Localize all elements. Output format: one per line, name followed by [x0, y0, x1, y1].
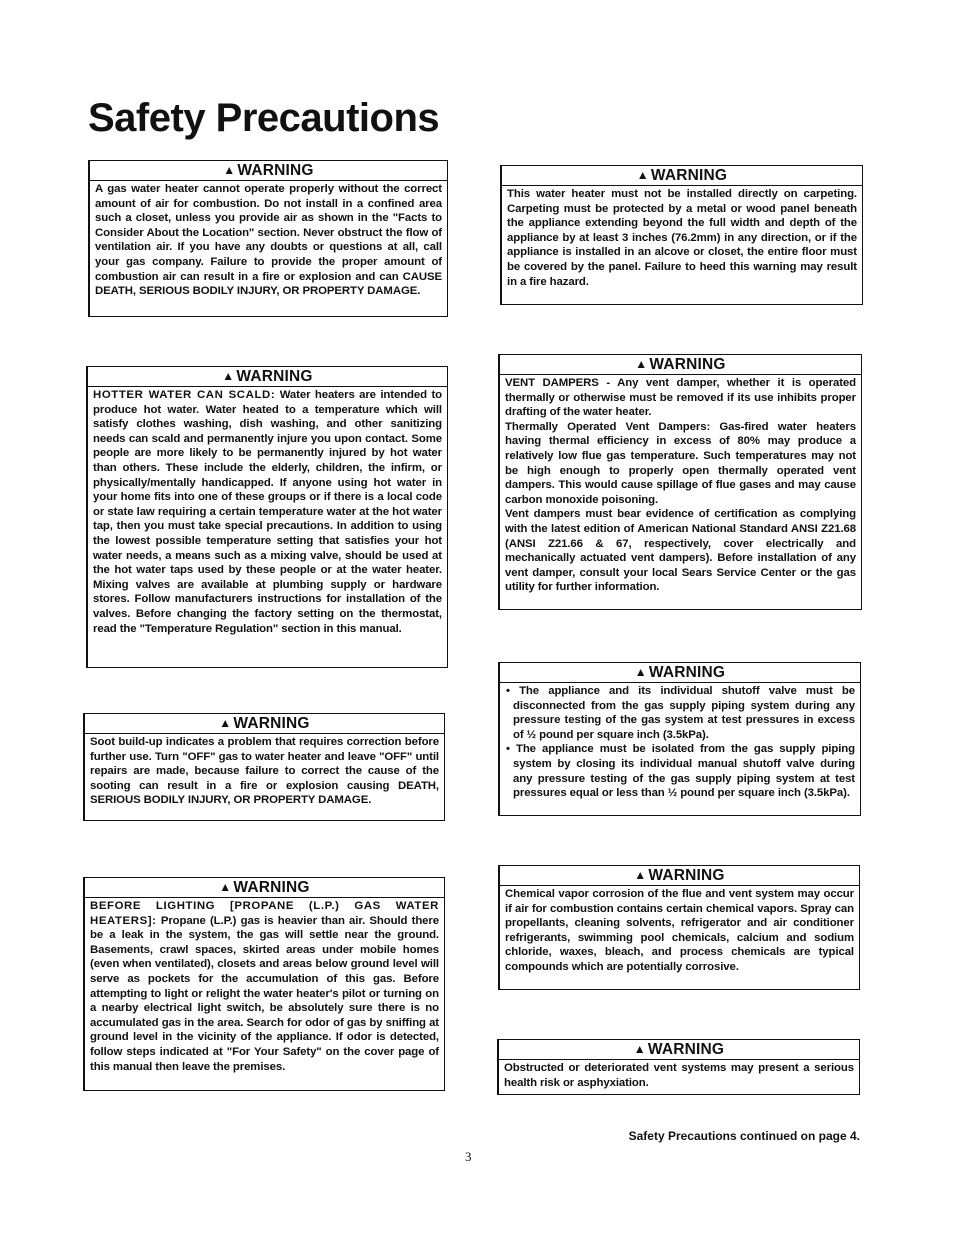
warning-list	[505, 684, 855, 801]
warning-header: ▲ WARNING	[85, 878, 444, 898]
warning-text: Chemical vapor corrosion of the flue and vent system may occur if air for combustion contains certain chemical vapors. Spray can propellants, cleaning solvents, refrigerator and air conditioner refrigerants, swimming pool chemicals, calcium and sodium chloride, waxes, bleach, and process chemicals are typical compounds which are potentially corrosive.	[505, 888, 854, 973]
warning-triangle-icon: ▲	[222, 369, 235, 383]
warning-text: Obstructed or deteriorated vent systems may present a serious health risk or asphyxiation.	[504, 1062, 854, 1089]
warning-header: ▲ WARNING	[500, 355, 861, 375]
warning-shutoff-valve	[498, 662, 861, 816]
warning-lead: VENT DAMPERS -	[505, 377, 611, 389]
warning-triangle-icon: ▲	[634, 868, 647, 882]
warning-obstructed-vent	[497, 1039, 860, 1095]
warning-triangle-icon: ▲	[223, 163, 236, 177]
warning-lead: Thermally Operated Vent Dampers:	[505, 420, 711, 433]
warning-triangle-icon: ▲	[636, 168, 649, 182]
warning-header: ▲ WARNING	[90, 161, 447, 181]
warning-header: ▲ WARNING	[502, 166, 862, 186]
list-item: • The appliance must be isolated from the gas supply piping system by closing its individual manual shutoff valve during any pressure testing of the gas supply piping system at test pressures equal or less than ½ pound per square inch (3.5kPa).	[506, 743, 856, 800]
warning-text: Gas-fired water heaters having thermal efficiency in excess of 80% may produce a relatively low flue gas temperature. Such temperatures may not be high enough to properly open thermally operated vent dampers. This would cause spillage of flue gases and may cause carbon monoxide poisoning.	[505, 420, 856, 506]
list-item: • The appliance and its individual shutoff valve must be disconnected from the gas supply piping system during any pressure testing of the gas system at test pressures in excess of ½ pound per square inch (3.5kPa).	[506, 685, 856, 741]
warning-combustion-air	[88, 160, 448, 317]
warning-lp-gas	[83, 877, 445, 1091]
warning-carpeting	[500, 165, 863, 305]
warning-header: ▲ WARNING	[85, 714, 444, 734]
warning-hot-water-scald	[86, 366, 448, 668]
warning-text: Soot build-up indicates a problem that requires correction before further use. Turn "OFF" gas to water heater and leave "OFF" until repairs are made, because failure to correct the cause of the sooting can result in a fire or explosion causing DEATH, SERIOUS BODILY INJURY, OR PROPERTY DAMAGE.	[90, 736, 439, 807]
warning-header: ▲ WARNING	[500, 866, 859, 886]
warning-text: Any vent damper, whether it is operated thermally or otherwise must be removed if its use inhibits proper drafting of the water heater.	[505, 377, 856, 419]
warning-lead: BEFORE LIGHTING [PROPANE (L.P.) GAS WATER HEATERS]:	[90, 900, 439, 927]
warning-triangle-icon: ▲	[219, 880, 232, 894]
warning-text: A gas water heater cannot operate properly without the correct amount of air for combustion. Do not install in a confined area such a closet, unless you provide air as shown in the "Facts to Consider About the Location" section. Never obstruct the flow of ventilation air. If you have any doubts or questions at all, call your gas company. Failure to provide the proper amount of combustion air can result in a fire or explosion and can CAUSE DEATH, SERIOUS BODILY INJURY, OR PROPERTY DAMAGE.	[95, 183, 442, 298]
warning-text: Water heaters are intended to produce hot water. Water heated to a temperature which will satisfy clothes washing, dish washing, and other sanitizing needs can scald and permanently injure you upon contact. Some people are more likely to be permanently injured by hot water than others. These include the elderly, children, the infirm, or physically/mentally handicapped. If anyone using hot water in your home fits into one of these groups or if there is a local code or state law requiring a certain temperature water at the hot water tap, then you must take special precautions. In addition to using the lowest possible temperature setting that satisfies your hot water needs, a means such as a mixing valve, should be used at the hot water taps used by these people or at the water heater. Mixing valves are available at plumbing supply or hardware stores. Follow manufacturers instructions for installation of the valves. Before changing the factory setting on the thermostat, read the "Temperature Regulation" section in this manual.	[93, 389, 442, 635]
warning-triangle-icon: ▲	[634, 665, 647, 679]
warning-triangle-icon: ▲	[635, 357, 648, 371]
warning-text: Propane (L.P.) gas is heavier than air. Should there be a leak in the system, the gas will settle near the ground. Basements, crawl spaces, skirted areas under mobile homes (even when ventilated), closets and areas below ground level will serve as pockets for the accumulation of this gas. Before attempting to light or relight the water heater's pilot or turning on a nearby electrical light switch, be absolutely sure there is no accumulated gas in the area. Search for odor of gas by sniffing at ground level in the vicinity of the appliance. If odor is detected, follow steps indicated at "For Your Safety" on the cover page of this manual then leave the premises.	[90, 914, 439, 1073]
warning-corrosion	[498, 865, 860, 990]
warning-lead: HOTTER WATER CAN SCALD:	[93, 389, 276, 401]
warning-header: ▲ WARNING	[500, 663, 860, 683]
warning-triangle-icon: ▲	[633, 1042, 646, 1056]
warning-header: ▲ WARNING	[499, 1040, 859, 1060]
warning-text: Vent dampers must bear evidence of certification as complying with the latest edition of American National Standard ANSI Z21.68 (ANSI Z21.66 & 67, respectively, cover electrically and mechanically actuated vent dampers). Before installation of any vent damper, consult your local Sears Service Center or the gas utility for further information.	[505, 508, 856, 594]
page-number: 3	[465, 1149, 472, 1164]
warning-soot	[83, 713, 445, 821]
warning-text: This water heater must not be installed directly on carpeting. Carpeting must be protected by a metal or wood panel beneath the appliance extending beyond the full width and depth of the appliance by at least 3 inches (76.2mm) in any direction, or if the appliance is installed in an alcove or closet, the entire floor must be covered by the panel. Failure to heed this warning may result in a fire hazard.	[507, 188, 857, 288]
page-title: Safety Precautions	[88, 96, 440, 140]
warning-triangle-icon: ▲	[219, 716, 232, 730]
warning-header: ▲ WARNING	[88, 367, 447, 387]
warning-vent-dampers	[498, 354, 862, 610]
continued-note: Safety Precautions continued on page 4.	[628, 1129, 860, 1143]
